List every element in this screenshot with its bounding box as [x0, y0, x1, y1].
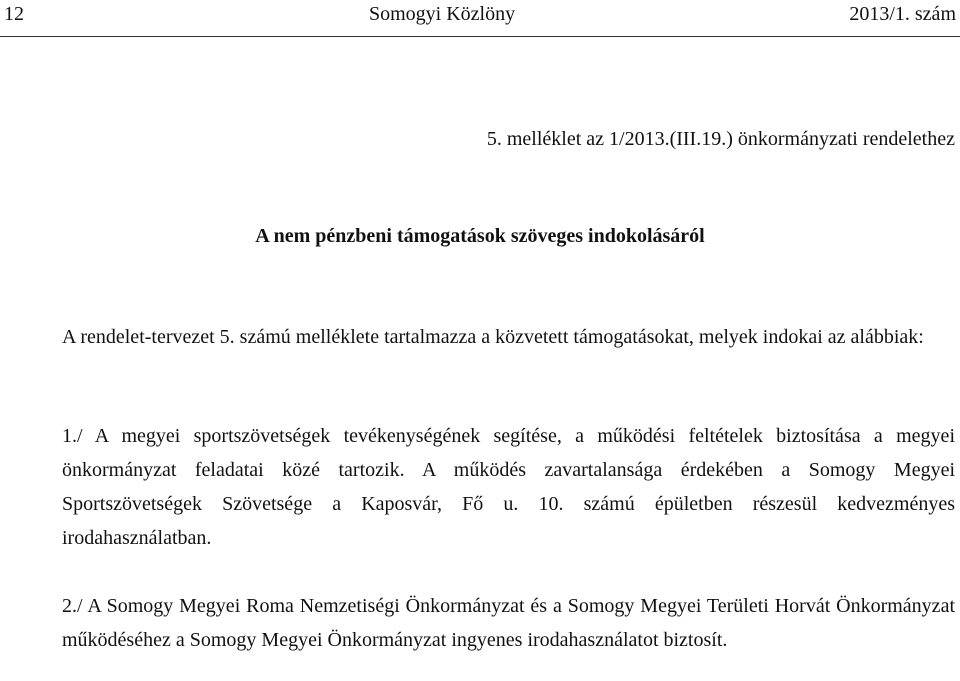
- paragraph-item-1: 1./ A megyei sportszövetségek tevékenységének segítése, a működési feltételek biztosítása a megyei önkormányzat feladatai közé tartozik. A működés zavartalansága érdekében a Somogy Megyei Sportszövetségek Szövetsége a Kaposvár, Fő u. 10. számú épületben részesül kedvezményes irodahasználatban.: [62, 425, 955, 549]
- page-header: [0, 0, 960, 37]
- issue-number: 2013/1. szám: [849, 3, 956, 25]
- paragraph-item-2: 2./ A Somogy Megyei Roma Nemzetiségi Önkormányzat és a Somogy Megyei Területi Horvát Önkormányzat működéséhez a Somogy Megyei Önkormányzat ingyenes irodahasználatot biztosít.: [62, 595, 955, 651]
- intro-paragraph: A rendelet-tervezet 5. számú melléklete tartalmazza a közvetett támogatásokat, melyek indokai az alábbiak:: [62, 326, 924, 348]
- publication-title: Somogyi Közlöny: [369, 3, 516, 25]
- document-title: A nem pénzbeni támogatások szöveges indokolásáról: [255, 225, 705, 247]
- annex-reference: 5. melléklet az 1/2013.(III.19.) önkormányzati rendelethez: [486, 128, 955, 150]
- page-number: 12: [4, 3, 24, 25]
